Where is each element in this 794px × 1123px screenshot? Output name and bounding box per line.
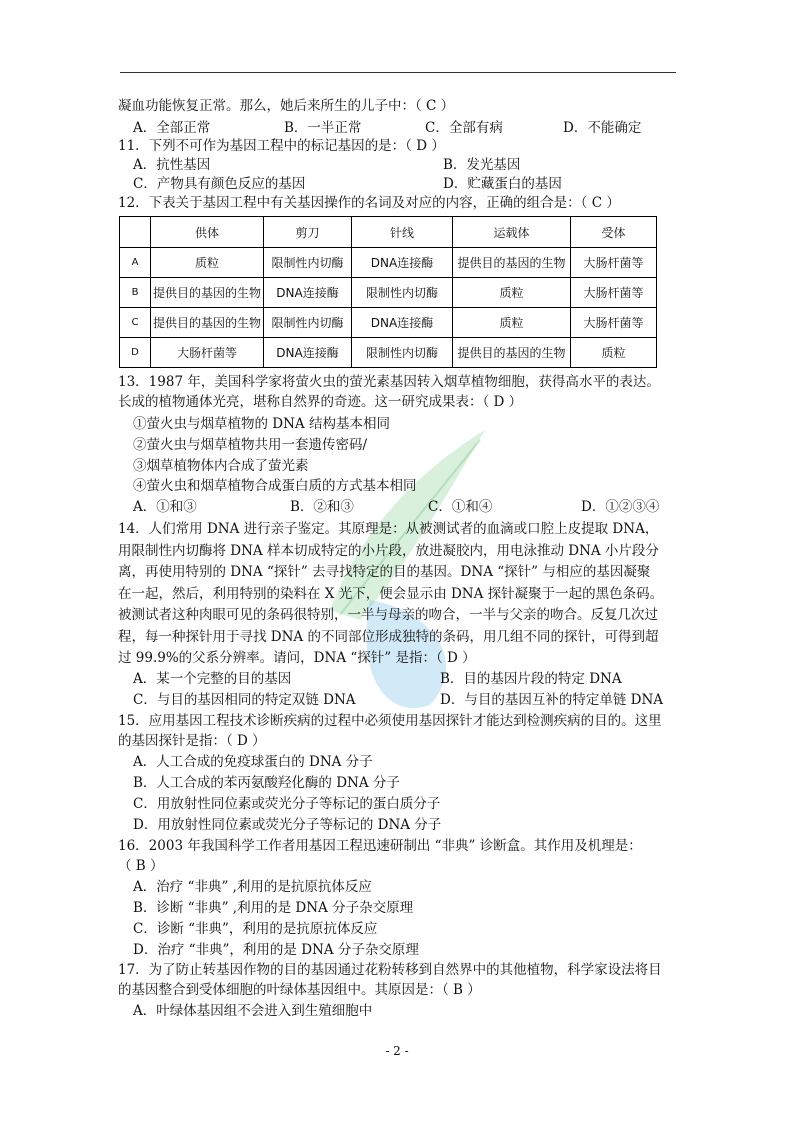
q11-option-b: B．发光基因 [443, 157, 521, 173]
q13-option-c: C．①和④ [428, 499, 493, 515]
q10-stem-cont: 凝血功能恢复正常。那么，她后来所生的儿子中：（ C ） [118, 98, 455, 114]
q15-option-c: C．用放射性同位素或荧光分子等标记的蛋白质分子 [133, 796, 441, 812]
table-cell: DNA连接酶 [352, 248, 453, 278]
q15-option-d: D．用放射性同位素或荧光分子等标记的 DNA 分子 [133, 817, 442, 833]
table-header-needle: 针线 [352, 217, 453, 248]
table-cell: 限制性内切酶 [352, 278, 453, 308]
q11-option-a: A．抗性基因 [133, 157, 211, 173]
table-cell: 质粒 [453, 278, 571, 308]
table-cell: DNA连接酶 [352, 308, 453, 338]
page-number: - 2 - [385, 1044, 409, 1058]
q16-option-c: C．诊断 “非典”，利用的是抗原抗体反应 [133, 921, 378, 937]
table-cell: C [120, 308, 151, 338]
table-cell: 提供目的基因的生物 [453, 248, 571, 278]
q14-option-b: B．目的基因片段的特定 DNA [440, 671, 622, 687]
q12-stem: 12．下表关于基因工程中有关基因操作的名词及对应的内容，正确的组合是：（ C ） [118, 195, 620, 211]
table-cell: 提供目的基因的生物 [151, 308, 264, 338]
q14-stem-1: 14．人们常用 DNA 进行亲子鉴定。其原理是：从被测试者的血滴或口腔上皮提取 DNA， [118, 521, 659, 537]
table-row [120, 308, 657, 338]
q11-option-d: D．贮藏蛋白的基因 [443, 176, 562, 192]
q16-option-a: A．治疗 “非典” ,利用的是抗原抗体反应 [133, 879, 372, 895]
q14-stem-4: 在一起，然后，利用特别的染料在 X 光下，便会显示由 DNA 探针凝聚于一起的黑色条码。 [118, 586, 664, 602]
q17-stem-2: 的基因整合到受体细胞的叶绿体基因组中。其原因是：（ B ） [118, 982, 481, 998]
table-cell: 大肠杆菌等 [151, 338, 264, 368]
table-cell: 质粒 [571, 338, 657, 368]
q14-stem-3: 离，再使用特别的 DNA “探针” 去寻找特定的目的基因。DNA “探针” 与相应的基因凝聚 [118, 564, 651, 580]
q11-stem: 11．下列不可作为基因工程中的标记基因的是：（ D ） [118, 138, 445, 154]
q13-item-3: ③烟草植物体内合成了萤光素 [133, 458, 309, 474]
q13-item-4: ④萤火虫和烟草植物合成蛋白质的方式基本相同 [133, 478, 417, 494]
table-cell: 提供目的基因的生物 [453, 338, 571, 368]
q10-option-c: C．全部有病 [425, 120, 503, 136]
table-cell: 限制性内切酶 [264, 308, 352, 338]
table-cell: 限制性内切酶 [352, 338, 453, 368]
q13-item-2: ②萤火虫与烟草植物共用一套遗传密码/ [133, 437, 368, 453]
q14-option-c: C．与目的基因相同的特定双链 DNA [133, 692, 356, 708]
table-header-receptor: 受体 [571, 217, 657, 248]
table-cell: A [120, 248, 151, 278]
q10-option-a: A．全部正常 [133, 120, 211, 136]
table-cell: B [120, 278, 151, 308]
table-header-donor: 供体 [151, 217, 264, 248]
table-cell: 大肠杆菌等 [571, 248, 657, 278]
table-row [120, 248, 657, 278]
table-row [120, 338, 657, 368]
q17-stem-1: 17．为了防止转基因作物的目的基因通过花粉转移到自然界中的其他植物，科学家设法将目 [118, 962, 662, 978]
table-cell: 质粒 [453, 308, 571, 338]
q16-option-b: B．诊断 “非典” ,利用的是 DNA 分子杂交原理 [133, 900, 414, 916]
q14-stem-6: 程，每一种探针用于寻找 DNA 的不同部位形成独特的条码，用几组不同的探针，可得到超 [118, 629, 659, 645]
q16-stem-1: 16．2003 年我国科学工作者用基因工程迅速研制出 “非典” 诊断盒。其作用及机理是： [118, 838, 642, 854]
q15-option-b: B．人工合成的苯丙氨酸羟化酶的 DNA 分子 [133, 775, 400, 791]
q14-stem-5: 被测试者这种肉眼可见的条码很特别，一半与母亲的吻合，一半与父亲的吻合。反复几次过 [118, 607, 658, 623]
q13-item-1: ①萤火虫与烟草植物的 DNA 结构基本相同 [133, 416, 390, 432]
q16-option-d: D．治疗 “非典”，利用的是 DNA 分子杂交原理 [133, 942, 419, 958]
q10-option-b: B．一半正常 [284, 120, 362, 136]
table-cell [120, 217, 151, 248]
q14-stem-7: 过 99.9%的父系分辨率。请问，DNA “探针” 是指：（ D ） [118, 650, 476, 666]
table-cell: D [120, 338, 151, 368]
table-cell: 质粒 [151, 248, 264, 278]
table-header-row [120, 217, 657, 248]
q13-option-d: D．①②③④ [581, 499, 660, 515]
table-header-scissors: 剪刀 [264, 217, 352, 248]
q15-stem-2: 的基因探针是指：（ D ） [118, 733, 266, 749]
table-cell: DNA连接酶 [264, 338, 352, 368]
q14-option-d: D．与目的基因互补的特定单链 DNA [440, 692, 664, 708]
table-cell: DNA连接酶 [264, 278, 352, 308]
q16-stem-2: （ B ） [118, 858, 164, 874]
q15-option-a: A．人工合成的免疫球蛋白的 DNA 分子 [133, 754, 373, 770]
q14-option-a: A．某一个完整的目的基因 [133, 671, 292, 687]
header-rule [120, 72, 676, 73]
table-row [120, 278, 657, 308]
q11-option-c: C．产物具有颜色反应的基因 [133, 176, 306, 192]
q14-stem-2: 用限制性内切酶将 DNA 样本切成特定的小片段，放进凝胶内，用电泳推动 DNA 小片段分 [118, 543, 659, 559]
table-cell: 大肠杆菌等 [571, 278, 657, 308]
q13-option-a: A．①和③ [133, 499, 197, 515]
table-cell: 限制性内切酶 [264, 248, 352, 278]
table-cell: 提供目的基因的生物 [151, 278, 264, 308]
table-cell: 大肠杆菌等 [571, 308, 657, 338]
q15-stem-1: 15．应用基因工程技术诊断疾病的过程中必须使用基因探针才能达到检测疾病的目的。这里 [118, 713, 662, 729]
q13-option-b: B．②和③ [290, 499, 354, 515]
q13-stem-2: 长成的植物通体光亮，堪称自然界的奇迹。这一研究成果表：（ D ） [118, 394, 523, 410]
table-header-vector: 运载体 [453, 217, 571, 248]
q17-option-a: A．叶绿体基因组不会进入到生殖细胞中 [133, 1003, 373, 1019]
gene-operation-table [119, 216, 657, 368]
q13-stem-1: 13．1987 年，美国科学家将萤火虫的萤光素基因转入烟草植物细胞，获得高水平的表达。 [118, 374, 660, 390]
q10-option-d: D．不能确定 [563, 120, 642, 136]
